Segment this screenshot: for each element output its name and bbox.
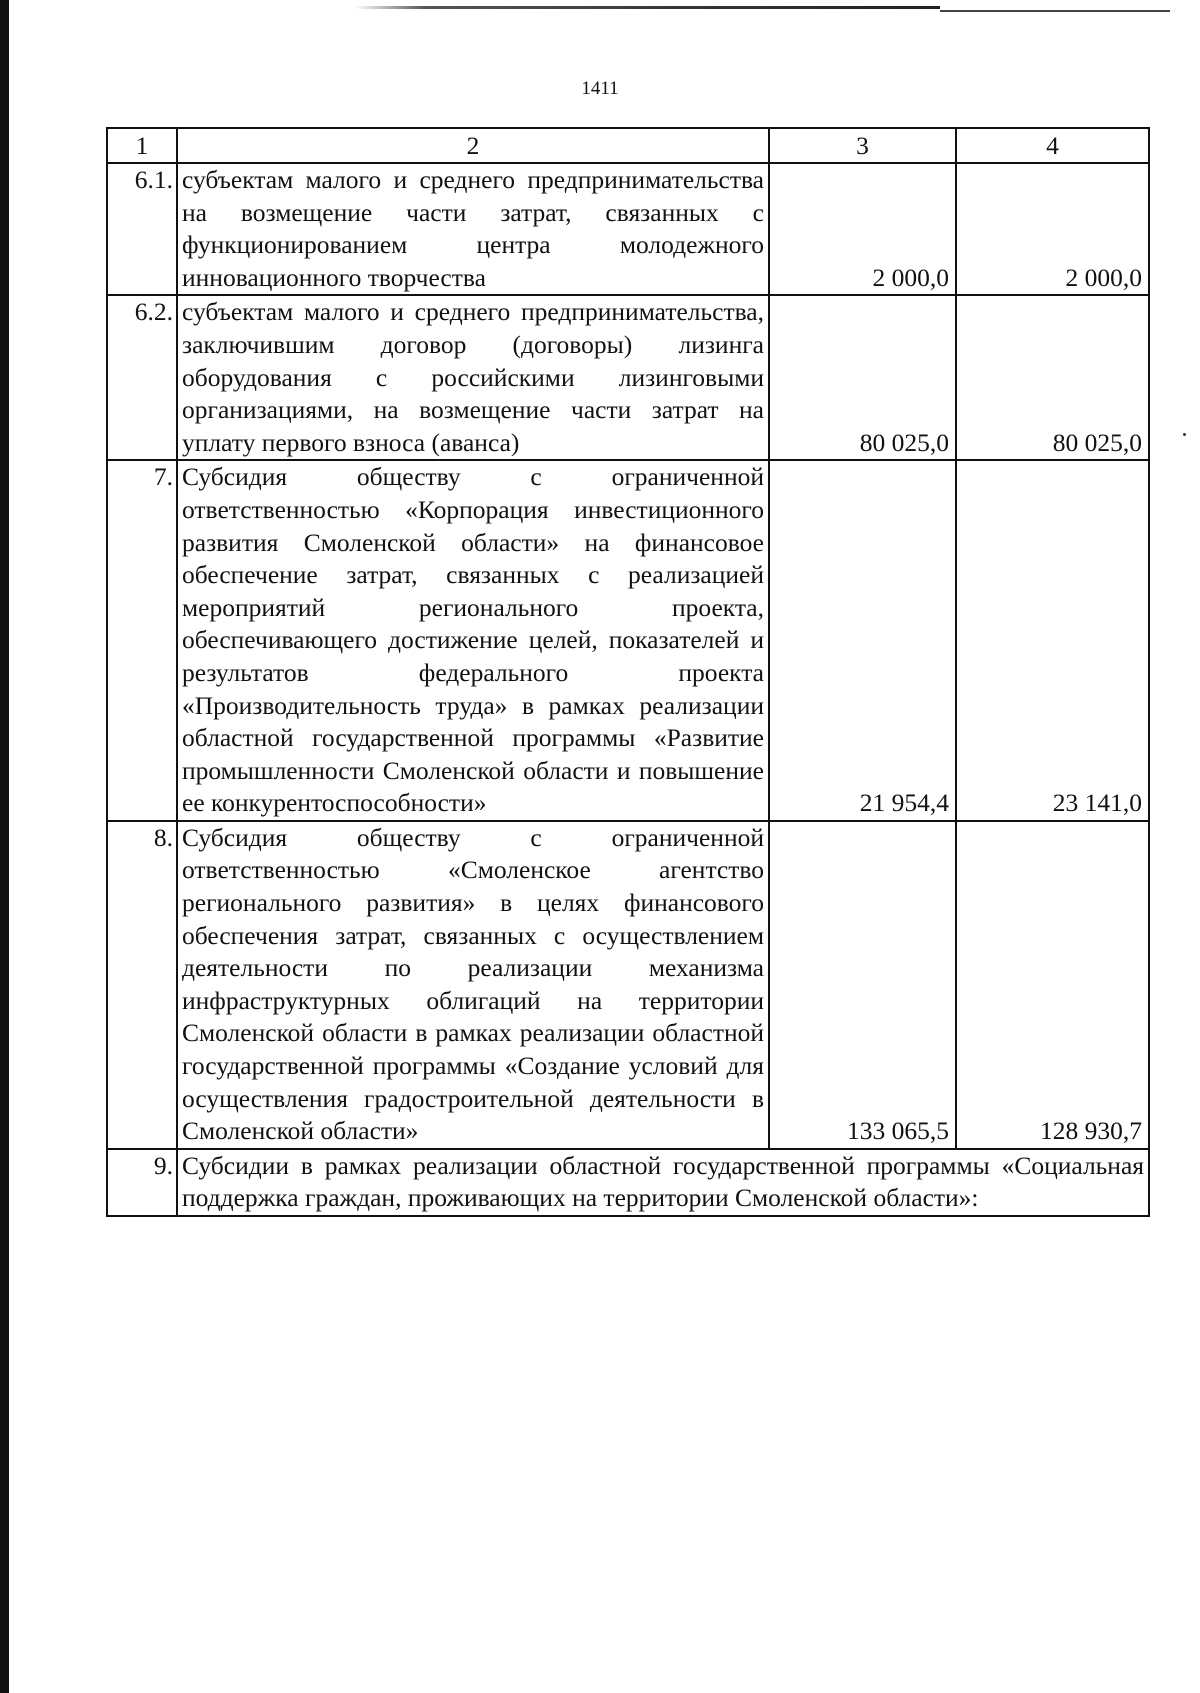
row-number: 8. bbox=[107, 821, 177, 1149]
row-number: 7. bbox=[107, 460, 177, 821]
table-header-row bbox=[107, 128, 1149, 163]
row-number: 6.1. bbox=[107, 163, 177, 295]
row-description: Субсидия обществу с ограниченной ответственностью «Смоленское агентство регионального развития» в целях финансового обеспечения затрат, связанных с осуществлением деятельности по реализации механизма инфраструктурных облигаций на территории Смоленской области в рамках реализации областной государственной программы «Создание условий для осуществления градостроительной деятельности в Смоленской области» bbox=[177, 821, 769, 1149]
scan-edge bbox=[0, 0, 9, 1693]
table-row bbox=[107, 295, 1149, 460]
header-cell: 4 bbox=[956, 128, 1149, 163]
scan-artifact bbox=[940, 10, 1170, 12]
header-cell: 2 bbox=[177, 128, 769, 163]
row-value-col4: 2 000,0 bbox=[956, 163, 1149, 295]
row-description: Субсидии в рамках реализации областной государственной программы «Социальная поддержка граждан, проживающих на территории Смоленской области»: bbox=[177, 1149, 1149, 1216]
row-value-col4: 80 025,0 bbox=[956, 295, 1149, 460]
page-number: 1411 bbox=[581, 78, 619, 99]
row-value-col4: 128 930,7 bbox=[956, 821, 1149, 1149]
row-number: 6.2. bbox=[107, 295, 177, 460]
budget-table bbox=[106, 127, 1150, 1217]
row-description: субъектам малого и среднего предпринимательства на возмещение части затрат, связанных с функционированием центра молодежного инновационного творчества bbox=[177, 163, 769, 295]
row-description: Субсидия обществу с ограниченной ответственностью «Корпорация инвестиционного развития Смоленской области» на финансовое обеспечение затрат, связанных с реализацией мероприятий регионального проекта, обеспечивающего достижение целей, показателей и результатов федерального проекта «Производительность труда» в рамках реализации областной государственной программы «Развитие промышленности Смоленской области и повышение ее конкурентоспособности» bbox=[177, 460, 769, 821]
table-row bbox=[107, 821, 1149, 1149]
row-value-col4: 23 141,0 bbox=[956, 460, 1149, 821]
row-value-col3: 21 954,4 bbox=[769, 460, 956, 821]
row-number: 9. bbox=[107, 1149, 177, 1216]
row-description: субъектам малого и среднего предпринимательства, заключившим договор (договоры) лизинга оборудования с российскими лизинговыми организациями, на возмещение части затрат на уплату первого взноса (аванса) bbox=[177, 295, 769, 460]
header-cell: 1 bbox=[107, 128, 177, 163]
table-row bbox=[107, 1149, 1149, 1216]
row-value-col3: 2 000,0 bbox=[769, 163, 956, 295]
table-row bbox=[107, 460, 1149, 821]
scan-artifact bbox=[355, 6, 940, 9]
row-value-col3: 133 065,5 bbox=[769, 821, 956, 1149]
row-value-col3: 80 025,0 bbox=[769, 295, 956, 460]
scan-speck bbox=[1183, 433, 1186, 436]
header-cell: 3 bbox=[769, 128, 956, 163]
table-row bbox=[107, 163, 1149, 295]
